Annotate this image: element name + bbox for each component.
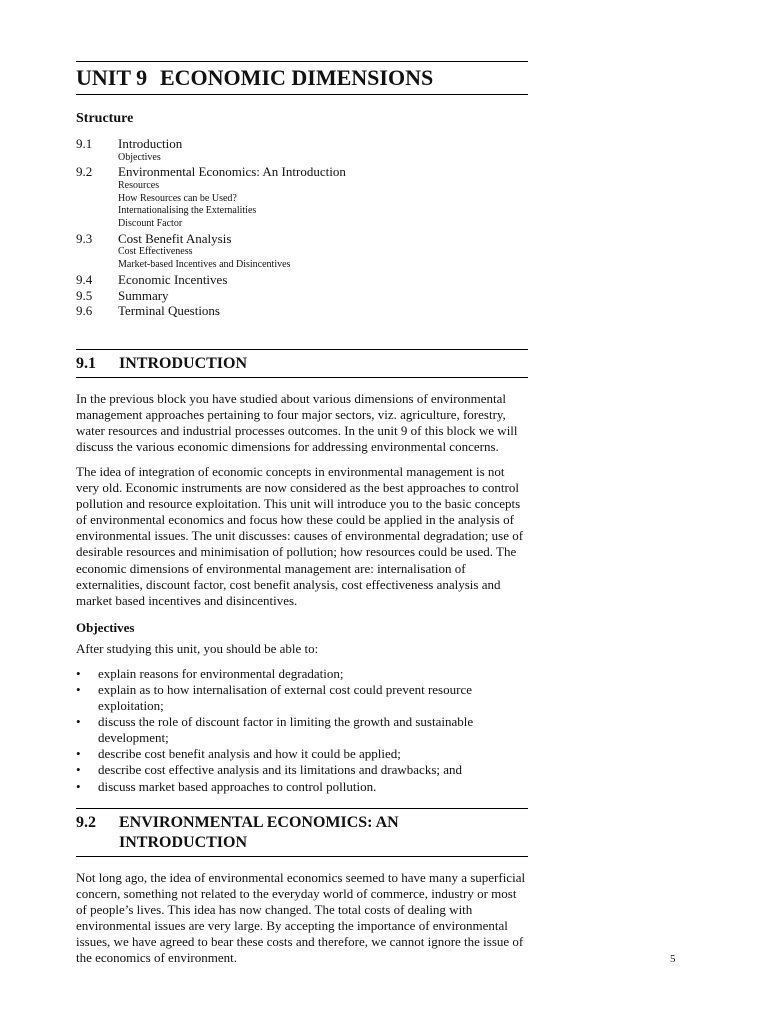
page-number: 5	[670, 953, 676, 965]
toc-item-title: Introduction	[118, 136, 183, 151]
body-paragraph: Not long ago, the idea of environmental economics seemed to have many a superficial concern, something not related to the everyday world of commerce, industry or most of people’s lives. This idea has now changed. The total costs of dealing with environmental issues are very large. By accepting the importance of environmental issues, we have agreed to bear these costs and therefore, we cannot ignore the issue of the economics of environment.	[76, 869, 526, 966]
toc-item-title: Environmental Economics: An Introduction	[118, 164, 346, 180]
toc-item	[76, 272, 528, 288]
section-title: INTRODUCTION	[119, 354, 248, 372]
toc-item-number: 9.1	[76, 136, 93, 151]
section-number: 9.2	[76, 813, 96, 831]
table-of-contents	[76, 136, 528, 319]
toc-item	[76, 136, 528, 152]
unit-number: UNIT 9	[76, 65, 148, 90]
objectives-list	[76, 666, 528, 795]
section-heading-introduction	[76, 349, 528, 378]
bullet-icon: •	[76, 665, 81, 681]
toc-item	[76, 231, 528, 247]
list-item	[76, 746, 528, 762]
structure-heading: Structure	[76, 111, 134, 126]
toc-item-number: 9.5	[76, 287, 93, 303]
toc-item-number: 9.6	[76, 303, 93, 319]
toc-subitem: Objectives	[118, 151, 161, 163]
bullet-icon: •	[76, 681, 81, 697]
section-heading-environmental-economics	[76, 808, 528, 857]
toc-item-title: Economic Incentives	[118, 272, 228, 288]
list-item	[76, 779, 528, 795]
toc-item-title: Terminal Questions	[118, 303, 220, 319]
section-title	[119, 813, 399, 853]
toc-subitem: How Resources can be Used?	[118, 192, 237, 204]
toc-item-number: 9.3	[76, 230, 93, 246]
bullet-icon: •	[76, 746, 81, 762]
objectives-heading: Objectives	[76, 619, 135, 635]
toc-subitem: Discount Factor	[118, 218, 183, 230]
list-item	[76, 666, 528, 682]
body-paragraph: In the previous block you have studied about various dimensions of environmental management approaches pertaining to four major sectors, viz. agriculture, forestry, water resources and industrial processes outcomes. In the unit 9 of this block we will discuss the various economic dimensions for addressing environmental concerns.	[76, 390, 518, 454]
toc-item-title: Cost Benefit Analysis	[118, 230, 232, 246]
list-item-text: describe cost effective analysis and its limitations and drawbacks; and	[98, 762, 463, 778]
section-number: 9.1	[76, 354, 96, 372]
unit-heading	[76, 61, 528, 95]
list-item-text: explain reasons for environmental degradation;	[98, 665, 344, 681]
toc-item-title: Summary	[118, 287, 169, 303]
bullet-icon: •	[76, 714, 81, 730]
toc-item	[76, 164, 528, 180]
section-title-line: ENVIRONMENTAL ECONOMICS: AN	[119, 813, 399, 831]
list-item	[76, 714, 528, 746]
list-item-text: discuss the role of discount factor in limiting the growth and sustainable development;	[98, 714, 474, 746]
bullet-icon: •	[76, 762, 81, 778]
document-page	[76, 61, 528, 966]
list-item-text: describe cost benefit analysis and how it could be applied;	[98, 746, 401, 762]
list-item-text: explain as to how internalisation of external cost could prevent resource exploitation;	[98, 681, 472, 714]
list-item	[76, 762, 528, 778]
toc-item-number: 9.2	[76, 164, 93, 180]
toc-item-number: 9.4	[76, 272, 93, 288]
unit-title: ECONOMIC DIMENSIONS	[160, 65, 434, 90]
toc-subitem: Resources	[118, 179, 160, 191]
bullet-icon: •	[76, 778, 81, 794]
toc-subitem: Cost Effectiveness	[118, 246, 193, 258]
toc-item	[76, 303, 528, 319]
toc-subitem: Market-based Incentives and Disincentives	[118, 259, 291, 271]
section-title-line: INTRODUCTION	[119, 833, 248, 851]
toc-item	[76, 288, 528, 304]
list-item-text: discuss market based approaches to control pollution.	[98, 778, 377, 794]
toc-subitem: Internationalising the Externalities	[118, 205, 257, 217]
body-paragraph: The idea of integration of economic concepts in environmental management is not very old. Economic instruments are now considered as the best approaches to control pollution and resource exploitation. This unit will introduce you to the basic concepts of environmental economics and focus how these could be applied in the analysis of environmental issues. The unit discusses: causes of environmental degradation; use of desirable resources and minimisation of pollution; how resources could be used. The economic dimensions of environmental management are: internalisation of externalities, discount factor, cost benefit analysis, cost effectiveness analysis and market based incentives and disincentives.	[76, 463, 524, 608]
list-item	[76, 682, 528, 714]
objectives-intro: After studying this unit, you should be able to:	[76, 640, 319, 656]
